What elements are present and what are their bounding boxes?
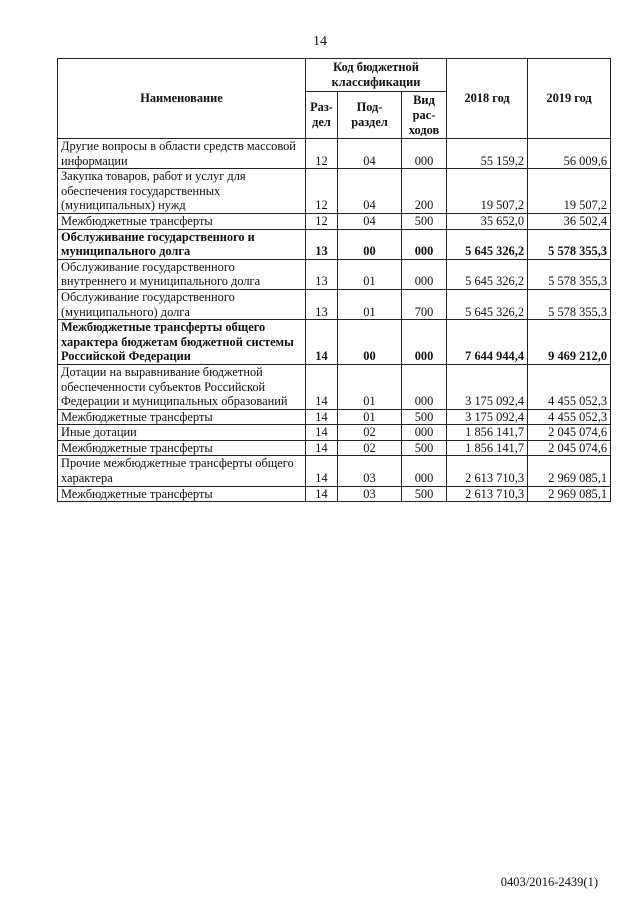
cell-value-2019: 56 009,6 xyxy=(528,139,611,169)
cell-expense-type: 000 xyxy=(402,456,447,486)
cell-section: 14 xyxy=(306,320,338,365)
cell-expense-type: 200 xyxy=(402,169,447,214)
cell-name: Другие вопросы в области средств массовой информации xyxy=(58,139,306,169)
cell-section: 12 xyxy=(306,139,338,169)
cell-subsection: 01 xyxy=(338,364,402,409)
table-row xyxy=(58,169,611,214)
cell-expense-type: 500 xyxy=(402,486,447,502)
cell-expense-type: 000 xyxy=(402,139,447,169)
cell-section: 14 xyxy=(306,409,338,425)
cell-expense-type: 500 xyxy=(402,440,447,456)
cell-section: 14 xyxy=(306,364,338,409)
cell-value-2018: 35 652,0 xyxy=(447,213,528,229)
header-expense-type: Вид рас-ходов xyxy=(402,92,447,139)
cell-name: Прочие межбюджетные трансферты общего характера xyxy=(58,456,306,486)
page-number: 14 xyxy=(313,34,327,49)
cell-name: Обслуживание государственного внутреннего и муниципального долга xyxy=(58,259,306,289)
header-year-2019: 2019 год xyxy=(528,59,611,139)
cell-section: 14 xyxy=(306,486,338,502)
cell-value-2018: 3 175 092,4 xyxy=(447,364,528,409)
cell-name: Иные дотации xyxy=(58,425,306,441)
cell-subsection: 01 xyxy=(338,259,402,289)
header-section: Раз-дел xyxy=(306,92,338,139)
cell-value-2018: 2 613 710,3 xyxy=(447,486,528,502)
table-body xyxy=(58,139,611,502)
cell-subsection: 00 xyxy=(338,229,402,259)
budget-table xyxy=(57,58,611,502)
cell-value-2018: 1 856 141,7 xyxy=(447,425,528,441)
cell-name: Обслуживание государственного (муниципального) долга xyxy=(58,289,306,319)
cell-section: 14 xyxy=(306,456,338,486)
table-row xyxy=(58,213,611,229)
cell-expense-type: 000 xyxy=(402,320,447,365)
cell-subsection: 02 xyxy=(338,440,402,456)
cell-name: Межбюджетные трансферты xyxy=(58,486,306,502)
cell-value-2018: 5 645 326,2 xyxy=(447,229,528,259)
cell-value-2019: 2 045 074,6 xyxy=(528,425,611,441)
cell-value-2019: 2 045 074,6 xyxy=(528,440,611,456)
cell-name: Дотации на выравнивание бюджетной обеспеченности субъектов Российской Федерации и муниципальных образований xyxy=(58,364,306,409)
table-row xyxy=(58,259,611,289)
cell-value-2019: 5 578 355,3 xyxy=(528,259,611,289)
cell-expense-type: 000 xyxy=(402,259,447,289)
cell-value-2019: 4 455 052,3 xyxy=(528,409,611,425)
cell-subsection: 04 xyxy=(338,213,402,229)
cell-subsection: 04 xyxy=(338,169,402,214)
header-code-group: Код бюджетной классификации xyxy=(306,59,447,92)
cell-value-2019: 19 507,2 xyxy=(528,169,611,214)
cell-name: Межбюджетные трансферты общего характера бюджетам бюджетной системы Российской Федерации xyxy=(58,320,306,365)
cell-value-2019: 2 969 085,1 xyxy=(528,456,611,486)
table-row xyxy=(58,229,611,259)
cell-name: Межбюджетные трансферты xyxy=(58,440,306,456)
cell-value-2018: 5 645 326,2 xyxy=(447,289,528,319)
cell-value-2018: 5 645 326,2 xyxy=(447,259,528,289)
document-code: 0403/2016-2439(1) xyxy=(500,875,598,889)
table-row xyxy=(58,456,611,486)
cell-value-2018: 1 856 141,7 xyxy=(447,440,528,456)
table-row xyxy=(58,486,611,502)
cell-value-2018: 55 159,2 xyxy=(447,139,528,169)
table-row xyxy=(58,289,611,319)
cell-value-2018: 19 507,2 xyxy=(447,169,528,214)
header-year-2018: 2018 год xyxy=(447,59,528,139)
cell-subsection: 01 xyxy=(338,409,402,425)
cell-name: Межбюджетные трансферты xyxy=(58,213,306,229)
header-subsection: Под-раздел xyxy=(338,92,402,139)
table-row xyxy=(58,409,611,425)
cell-section: 13 xyxy=(306,289,338,319)
cell-expense-type: 500 xyxy=(402,213,447,229)
header-name: Наименование xyxy=(58,59,306,139)
cell-value-2019: 4 455 052,3 xyxy=(528,364,611,409)
cell-subsection: 00 xyxy=(338,320,402,365)
cell-name: Закупка товаров, работ и услуг для обеспечения государственных (муниципальных) нужд xyxy=(58,169,306,214)
table-row xyxy=(58,139,611,169)
table-row xyxy=(58,425,611,441)
cell-section: 13 xyxy=(306,259,338,289)
cell-expense-type: 700 xyxy=(402,289,447,319)
cell-section: 14 xyxy=(306,425,338,441)
cell-subsection: 03 xyxy=(338,456,402,486)
cell-expense-type: 000 xyxy=(402,364,447,409)
cell-value-2018: 2 613 710,3 xyxy=(447,456,528,486)
cell-expense-type: 000 xyxy=(402,425,447,441)
cell-section: 13 xyxy=(306,229,338,259)
cell-value-2018: 7 644 944,4 xyxy=(447,320,528,365)
cell-section: 14 xyxy=(306,440,338,456)
cell-value-2019: 5 578 355,3 xyxy=(528,229,611,259)
table-row xyxy=(58,440,611,456)
cell-value-2019: 5 578 355,3 xyxy=(528,289,611,319)
cell-expense-type: 500 xyxy=(402,409,447,425)
cell-value-2019: 36 502,4 xyxy=(528,213,611,229)
cell-value-2019: 2 969 085,1 xyxy=(528,486,611,502)
cell-section: 12 xyxy=(306,213,338,229)
cell-expense-type: 000 xyxy=(402,229,447,259)
cell-subsection: 03 xyxy=(338,486,402,502)
table-row xyxy=(58,320,611,365)
cell-name: Межбюджетные трансферты xyxy=(58,409,306,425)
cell-subsection: 01 xyxy=(338,289,402,319)
cell-subsection: 02 xyxy=(338,425,402,441)
table-row xyxy=(58,364,611,409)
cell-subsection: 04 xyxy=(338,139,402,169)
cell-value-2018: 3 175 092,4 xyxy=(447,409,528,425)
cell-section: 12 xyxy=(306,169,338,214)
cell-value-2019: 9 469 212,0 xyxy=(528,320,611,365)
cell-name: Обслуживание государственного и муниципального долга xyxy=(58,229,306,259)
